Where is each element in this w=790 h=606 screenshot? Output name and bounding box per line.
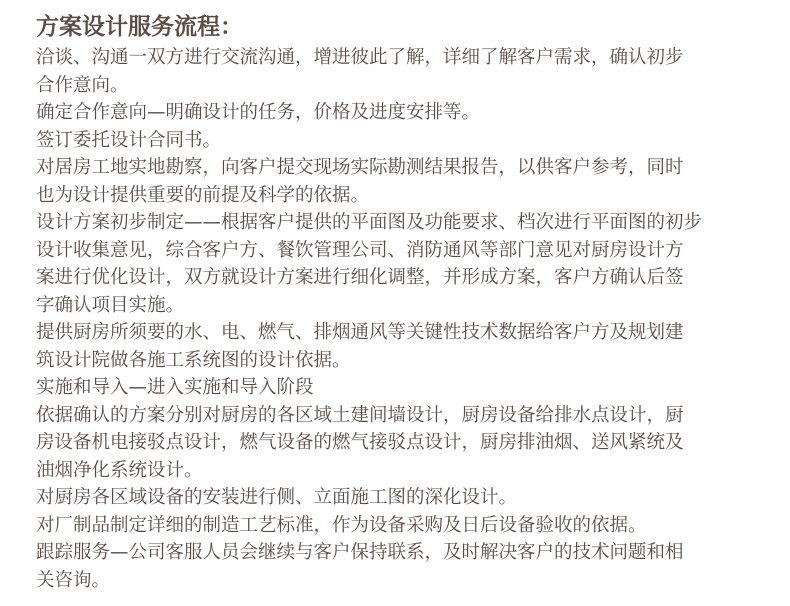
text-line: 设计方案初步制定——根据客户提供的平面图及功能要求、档次进行平面图的初步 <box>36 212 703 233</box>
text-line: 对厂制品制定详细的制造工艺标准，作为设备采购及日后设备验收的依据。 <box>36 514 647 536</box>
document-title: 方案设计服务流程： <box>36 14 243 40</box>
text-line: 房设备机电接驳点设计，燃气设备的燃气接驳点设计，厨房排油烟、送风紧统及 <box>36 432 684 453</box>
text-line: 洽谈、沟通一双方进行交流沟通，增进彼此了解，详细了解客户需求，确认初步 <box>36 47 684 68</box>
text-line: 对居房工地实地勘察，向客户提交现场实际勘测结果报告，以供客户参考，同时 <box>36 157 684 178</box>
text-line: 筑设计院做各施工系统图的设计依据。 <box>36 349 351 371</box>
text-line: 案进行优化设计，双方就设计方案进行细化调整，并形成方案，客户方确认后签 <box>36 267 684 288</box>
text-line: 关咨询。 <box>36 569 111 591</box>
process-document <box>36 10 756 594</box>
text-line: 跟踪服务—公司客服人员会继续与客户保持联系，及时解决客户的技术问题和相 <box>36 542 684 563</box>
text-line: 合作意向。 <box>36 74 129 96</box>
text-line: 也为设计提供重要的前提及科学的依据。 <box>36 184 370 206</box>
text-line: 实施和导入—进入实施和导入阶段 <box>36 377 314 398</box>
text-line: 对厨房各区域设备的安装进行侧、立面施工图的深化设计。 <box>36 487 518 508</box>
text-line: 依据确认的方案分别对厨房的各区域土建间墙设计，厨房设备给排水点设计，厨 <box>36 404 684 426</box>
text-line: 提供厨房所须要的水、电、燃气、排烟通风等关键性技术数据给客户方及规划建 <box>36 322 684 343</box>
text-line: 确定合作意向—明确设计的任务，价格及进度安排等。 <box>36 102 481 123</box>
text-line: 字确认项目实施。 <box>36 294 185 316</box>
text-line: 签订委托设计合同书。 <box>36 129 222 151</box>
text-line: 设计收集意见，综合客户方、餐饮管理公司、消防通风等部门意见对厨房设计方 <box>36 239 684 261</box>
text-line: 油烟净化系统设计。 <box>36 459 203 481</box>
